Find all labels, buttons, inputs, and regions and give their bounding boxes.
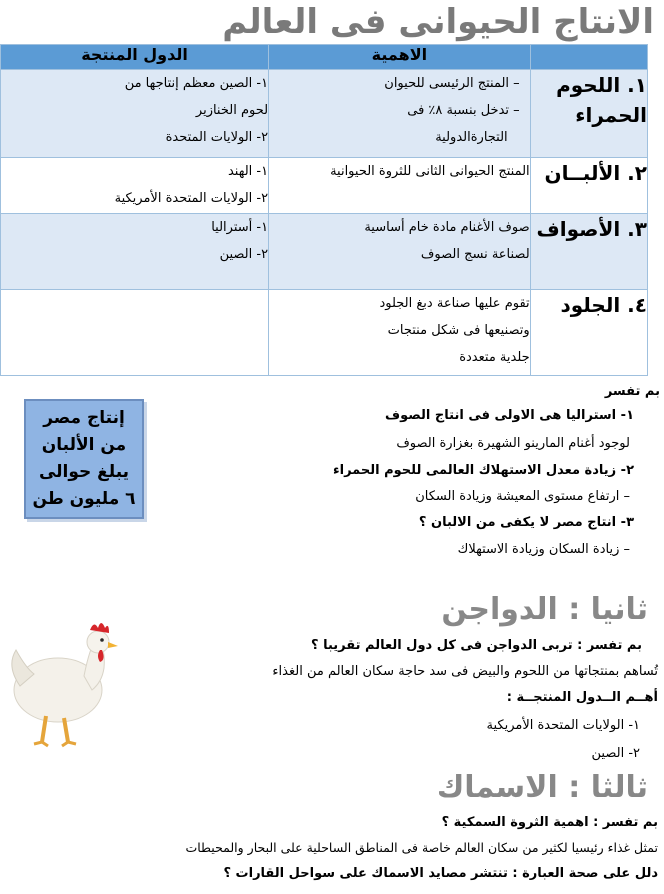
country-line: ٢- الولايات المتحدة الأمريكية	[114, 191, 269, 206]
page-title: الانتاج الحيوانى فى العالم	[222, 2, 654, 42]
table-row	[1, 70, 648, 158]
table-header-row	[1, 45, 648, 70]
row-importance	[269, 158, 531, 214]
header-blank	[530, 45, 647, 70]
poultry-question: بم تفسر : تربى الدواجن فى كل دول العالم تقريبا ؟	[311, 638, 642, 653]
explain-question-3: ٣- انتاج مصر لا يكفى من الالبان ؟	[418, 515, 634, 530]
note-line: من الألبان	[41, 435, 127, 455]
fish-title: ثالثا : الاسماك	[436, 770, 648, 805]
row-countries-empty	[1, 290, 269, 376]
explain-answer-2: – ارتفاع مستوى المعيشة وزيادة السكان	[415, 489, 630, 504]
country-line: ٢- الولايات المتحدة	[165, 130, 269, 145]
production-table	[0, 44, 648, 376]
importance-line: التجارةالدولية	[435, 130, 508, 145]
explain-answer-3: – زيادة السكان وزيادة الاستهلاك	[457, 542, 630, 557]
poultry-producer-2: ٢- الصين	[591, 746, 640, 761]
note-line: ٦ مليون طن	[32, 489, 136, 509]
explain-question-2: ٢- زيادة معدل الاستهلاك العالمى للحوم الحمراء	[332, 463, 634, 478]
row-importance	[269, 290, 531, 376]
table-row	[1, 158, 648, 214]
fish-question: بم تفسر : اهمية الثروة السمكية ؟	[441, 815, 658, 830]
header-countries: الدول المنتجة	[1, 45, 269, 70]
importance-line: وتصنيعها فى شكل منتجات	[387, 323, 530, 338]
row-label: ١. اللحوم الحمراء	[530, 70, 647, 158]
importance-line: تقوم عليها صناعة دبغ الجلود	[379, 296, 530, 311]
importance-line: صوف الأغنام مادة خام أساسية	[364, 220, 530, 235]
country-line: ١- الصين معظم إنتاجها من	[124, 76, 269, 91]
importance-line: المنتج الحيوانى الثانى للثروة الحيوانية	[330, 164, 530, 179]
poultry-title: ثانيا : الدواجن	[441, 592, 648, 627]
row-label: ٤. الجلود	[530, 290, 647, 376]
importance-line: – تدخل بنسبة ٨٪ فى	[407, 103, 520, 118]
importance-line: جلدية متعددة	[459, 350, 530, 365]
chicken-illustration	[6, 616, 126, 756]
fish-answer: تمثل غذاء رئيسيا لكثير من سكان العالم خاصة فى المناطق الساحلية على البحار والمحيطات	[185, 840, 658, 855]
poultry-producers-heading: أهــم الــدول المنتجــة :	[506, 690, 658, 705]
country-line: لحوم الخنازير	[195, 103, 269, 118]
row-importance	[269, 70, 531, 158]
country-line: ١- أستراليا	[211, 220, 269, 235]
table-row	[1, 214, 648, 290]
country-line: ١- الهند	[227, 164, 269, 179]
row-label: ٣. الأصواف	[530, 214, 647, 290]
row-countries	[1, 158, 269, 214]
row-countries	[1, 70, 269, 158]
milk-production-note	[24, 399, 144, 519]
poultry-producer-1: ١- الولايات المتحدة الأمريكية	[486, 718, 640, 733]
poultry-answer: تُساهم بمنتجاتها من اللحوم والبيض فى سد حاجة سكان العالم من الغذاء	[272, 664, 658, 679]
importance-line: – المنتج الرئيسى للحيوان	[384, 76, 520, 91]
explain-question-1: ١- استراليا هى الاولى فى انتاج الصوف	[384, 408, 634, 423]
explain-answer-1: لوجود أغنام المارينو الشهيرة بغزارة الصوف	[396, 436, 630, 451]
note-line: إنتاج مصر	[43, 408, 125, 428]
row-label: ٢. الألبــان	[530, 158, 647, 214]
explain-heading: بم تفسر	[604, 384, 660, 399]
header-importance: الاهمية	[269, 45, 531, 70]
importance-line: لصناعة نسج الصوف	[420, 247, 530, 262]
country-line: ٢- الصين	[219, 247, 269, 262]
row-countries	[1, 214, 269, 290]
table-row	[1, 290, 648, 376]
note-line: يبلغ حوالى	[38, 462, 130, 482]
row-importance	[269, 214, 531, 290]
fish-proof-question: دلل على صحة العبارة : تنتشر مصايد الاسماك على سواحل القارات ؟	[223, 866, 658, 881]
